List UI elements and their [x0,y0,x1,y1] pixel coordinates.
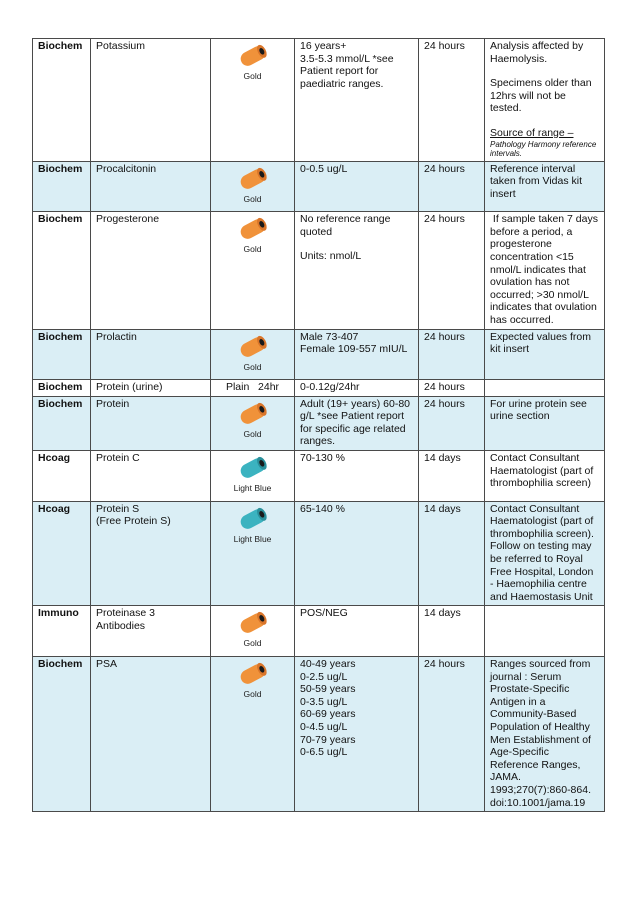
test-name-cell: PSA [91,657,211,812]
test-name-cell: Procalcitonin [91,161,211,212]
reference-range-cell: 40-49 years 0-2.5 ug/L 50-59 years 0-3.5 ug/L 60-69 years 0-4.5 ug/L 70-79 years 0-6.5 ug/L [295,657,419,812]
test-name-cell: Protein [91,396,211,450]
department-cell: Biochem [33,39,91,162]
comment-paragraph: Analysis affected by Haemolysis. [490,40,584,65]
turnaround-cell: 24 hours [419,329,485,380]
table-row-procalcitonin [33,161,605,212]
tube-label: Light Blue [233,533,272,544]
range-units: Units: nmol/L [300,250,362,263]
department-cell: Biochem [33,380,91,397]
tube-cell [211,329,295,380]
table-row-protein-s [33,501,605,606]
turnaround-cell: 14 days [419,606,485,657]
reference-range-cell: POS/NEG [295,606,419,657]
reference-range-cell [295,212,419,329]
department-cell: Biochem [33,212,91,329]
comment-paragraph: Specimens older than 12hrs will not be tested. [490,77,592,115]
tube-label: Gold [243,71,262,81]
turnaround-cell: 24 hours [419,212,485,329]
gold-tube-icon [223,332,283,374]
comments-cell: If sample taken 7 days before a period, a progesterone concentration <15 nmol/L indicates that ovulation has not occurred; >30 nmol/L indicates that ovulation has occurred. [485,212,605,329]
turnaround-cell: 24 hours [419,39,485,162]
tube-cell [211,657,295,812]
turnaround-cell: 24 hours [419,161,485,212]
tube-label: Gold [243,689,262,699]
tube-label: Gold [243,193,262,204]
tube-cell [211,606,295,657]
comments-cell [485,380,605,397]
comments-cell: Ranges sourced from journal : Serum Prostate-Specific Antigen in a Community-Based Population of Healthy Men Establishment of Age-Specific Reference Ranges, JAMA. 1993;270(7):860-864. doi:10.1001/jama.19 [485,657,605,812]
reference-range-cell: Adult (19+ years) 60-80 g/L *see Patient report for specific age related ranges. [295,396,419,450]
test-name-cell: Proteinase 3 Antibodies [91,606,211,657]
department-cell: Hcoag [33,501,91,606]
tube-label: Gold [243,638,262,649]
tube-label: Light Blue [233,483,272,494]
table-row-proteinase-3 [33,606,605,657]
turnaround-cell: 24 hours [419,380,485,397]
table-row-psa [33,657,605,812]
comments-cell [485,606,605,657]
tube-cell [211,396,295,450]
range-paragraph: No reference range quoted [300,213,391,238]
comments-cell: Contact Consultant Haematologist (part of thrombophilia screen). Follow on testing may be referred to Royal Free Hospital, London - Haemophilia centre and Haemostasis Unit [485,501,605,606]
turnaround-cell: 24 hours [419,396,485,450]
light-blue-tube-icon [223,453,283,495]
turnaround-cell: 14 days [419,501,485,606]
tube-label: Gold [243,244,262,255]
tube-cell [211,451,295,502]
gold-tube-icon [223,214,283,256]
tube-cell [211,161,295,212]
test-name-cell: Potassium [91,39,211,162]
reference-range-cell: 16 years+ 3.5-5.3 mmol/L *see Patient report for paediatric ranges. [295,39,419,162]
department-cell: Hcoag [33,451,91,502]
tube-cell [211,501,295,606]
test-name-cell: Protein C [91,451,211,502]
gold-tube-icon [223,608,283,650]
comments-cell: Contact Consultant Haematologist (part of thrombophilia screen) [485,451,605,502]
reference-range-cell: 0-0.5 ug/L [295,161,419,212]
light-blue-tube-icon [223,504,283,546]
comments-cell [485,39,605,162]
gold-tube-icon [223,399,283,441]
source-heading: Source of range – [490,126,574,139]
reference-range-cell: 70-130 % [295,451,419,502]
comments-cell: Expected values from kit insert [485,329,605,380]
table-row-prolactin [33,329,605,380]
tube-cell [211,380,295,397]
tube-cell [211,212,295,329]
test-reference-table [32,38,605,812]
gold-tube-icon [223,164,283,206]
table-row-progesterone [33,212,605,329]
turnaround-cell: 24 hours [419,657,485,812]
comments-cell: For urine protein see urine section [485,396,605,450]
department-cell: Biochem [33,657,91,812]
test-name-cell: Prolactin [91,329,211,380]
gold-tube-icon [223,41,283,83]
table-row-protein-c [33,451,605,502]
turnaround-cell: 14 days [419,451,485,502]
comments-cell: Reference interval taken from Vidas kit insert [485,161,605,212]
table-row-protein [33,396,605,450]
table-row-potassium [33,39,605,162]
tube-cell [211,39,295,162]
reference-range-cell: 0-0.12g/24hr [295,380,419,397]
test-name-cell: Protein S (Free Protein S) [91,501,211,606]
tube-label: Gold [243,361,262,372]
test-name-cell: Progesterone [91,212,211,329]
department-cell: Biochem [33,396,91,450]
container-text: Plain 24hr [225,381,280,394]
tube-label: Gold [243,428,262,439]
table-row-protein-urine [33,380,605,397]
test-name-cell: Protein (urine) [91,380,211,397]
department-cell: Biochem [33,329,91,380]
source-text: Pathology Harmony reference intervals. [490,139,597,159]
reference-range-cell: 65-140 % [295,501,419,606]
department-cell: Biochem [33,161,91,212]
gold-tube-icon [223,659,283,701]
reference-range-cell: Male 73-407 Female 109-557 mIU/L [295,329,419,380]
department-cell: Immuno [33,606,91,657]
